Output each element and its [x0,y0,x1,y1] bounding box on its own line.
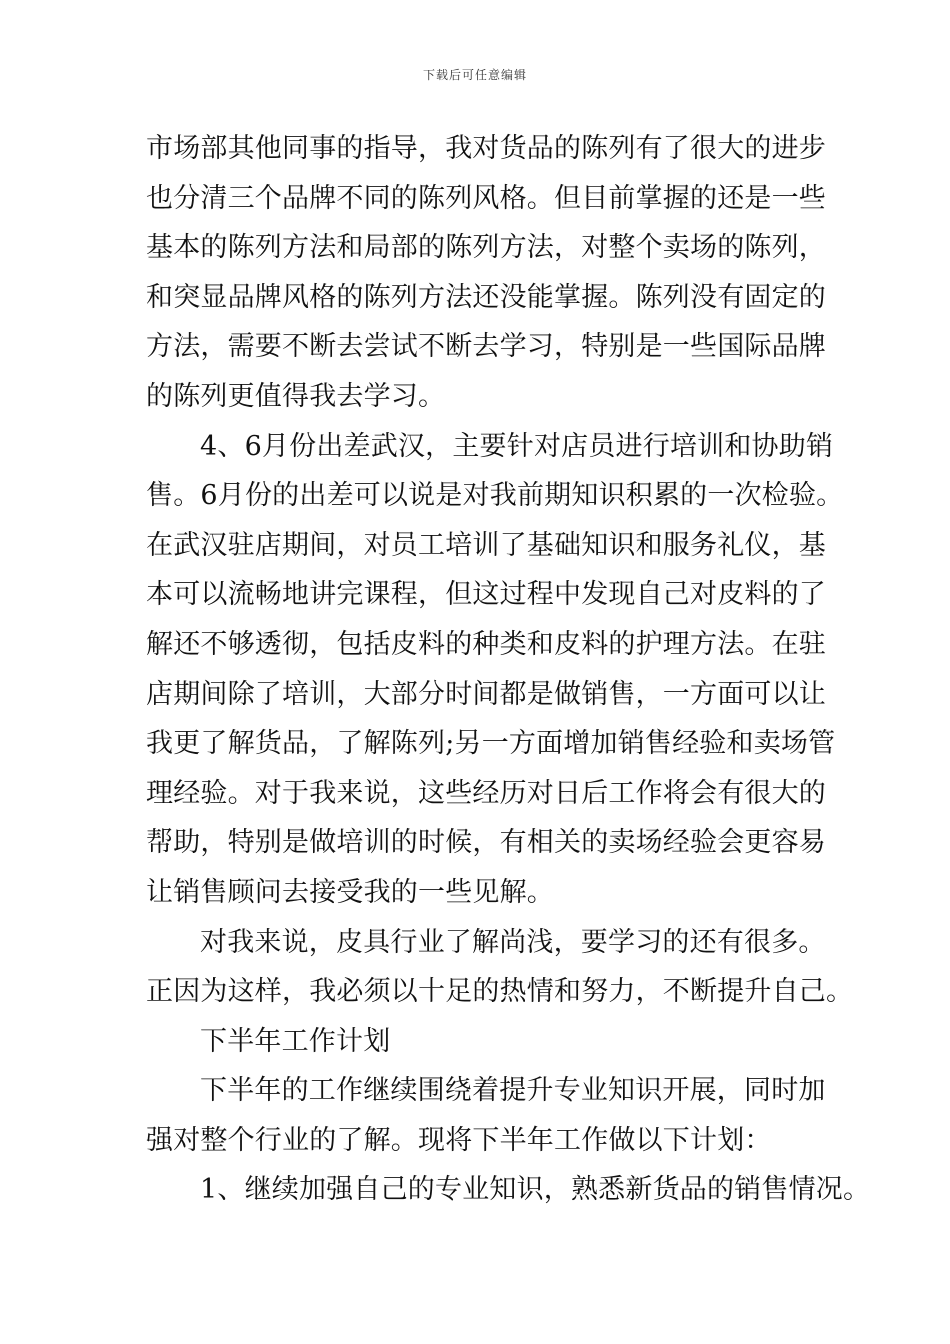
text-line: 让销售顾问去接受我的一些见解。 [146,876,554,908]
paragraph-first-line: 4、6月份出差武汉，主要针对店员进行培训和协助销 [200,430,834,462]
text-line: 也分清三个品牌不同的陈列风格。但目前掌握的还是一些 [146,182,826,214]
text-line: 的陈列更值得我去学习。 [146,380,446,412]
paragraph-first-line: 下半年的工作继续围绕着提升专业知识开展，同时加 [200,1075,826,1107]
text-line: 正因为这样，我必须以十足的热情和努力，不断提升自己。 [146,976,854,1008]
text-line: 强对整个行业的了解。现将下半年工作做以下计划： [146,1124,772,1156]
text-line: 解还不够透彻，包括皮料的种类和皮料的护理方法。在驻 [146,628,826,660]
text-line: 方法，需要不断去尝试不断去学习，特别是一些国际品牌 [146,331,826,363]
section-heading: 下半年工作计划 [200,1025,391,1057]
list-item: 1、继续加强自己的专业知识，熟悉新货品的销售情况。 [200,1174,871,1206]
document-body [146,124,871,1215]
text-line: 我更了解货品，了解陈列;另一方面增加销售经验和卖场管 [146,728,836,760]
text-line: 在武汉驻店期间，对员工培训了基础知识和服务礼仪，基 [146,529,826,561]
text-line: 店期间除了培训，大部分时间都是做销售，一方面可以让 [146,678,826,710]
page-header: 下载后可任意编辑 [422,68,527,82]
text-line: 帮助，特别是做培训的时候，有相关的卖场经验会更容易 [146,827,826,859]
paragraph-first-line: 对我来说，皮具行业了解尚浅，要学习的还有很多。 [200,926,826,958]
text-line: 基本的陈列方法和局部的陈列方法，对整个卖场的陈列， [146,232,826,264]
text-line: 和突显品牌风格的陈列方法还没能掌握。陈列没有固定的 [146,281,826,313]
text-line: 本可以流畅地讲完课程，但这过程中发现自己对皮料的了 [146,579,826,611]
text-line: 售。6月份的出差可以说是对我前期知识积累的一次检验。 [146,480,844,512]
text-line: 市场部其他同事的指导，我对货品的陈列有了很大的进步 [146,133,826,164]
text-line: 理经验。对于我来说，这些经历对日后工作将会有很大的 [146,777,826,809]
